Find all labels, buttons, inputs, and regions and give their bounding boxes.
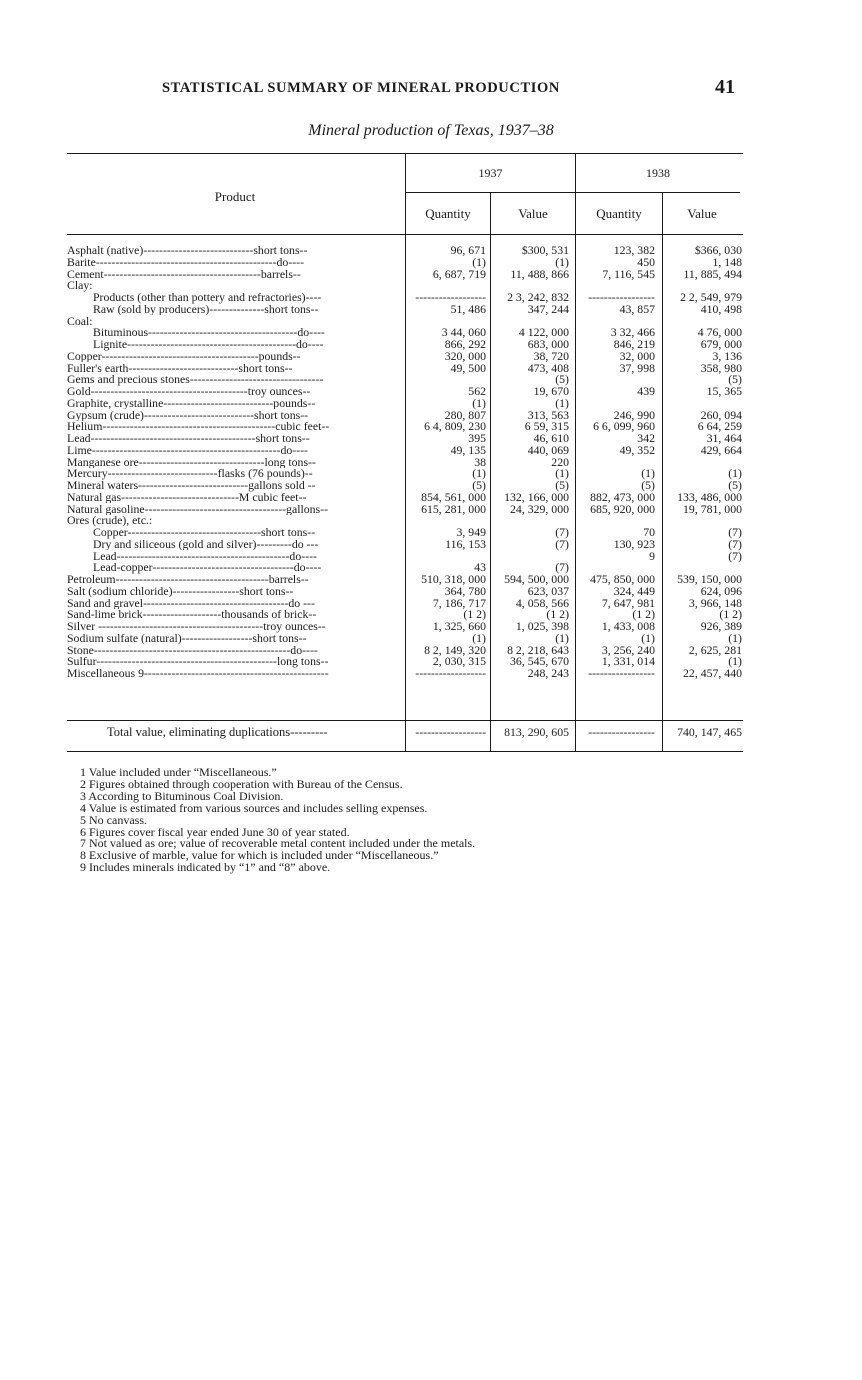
cell-value-1938: 539, 150, 000 (677, 572, 742, 586)
footnote: 2 Figures obtained through cooperation with Bureau of the Census. (80, 776, 403, 791)
cell-value-1937: 248, 243 (527, 666, 569, 680)
cell-quantity-1937: 510, 318, 000 (421, 572, 486, 586)
cell-value-1938: (1 2) (719, 607, 742, 622)
cell-quantity-1938: 475, 850, 000 (590, 572, 655, 586)
cell-quantity-1938: 882, 473, 000 (590, 489, 655, 504)
cell-quantity-1937: 364, 780 (444, 583, 486, 598)
row-label: Lime------------------------------------------------do---- (67, 444, 308, 457)
cell-value-1937: 473, 408 (527, 360, 569, 375)
year-rule-1938 (576, 192, 740, 193)
cell-value-1938: 3, 136 (712, 348, 742, 363)
row-label: Sand and gravel-------------------------------------do --- (67, 597, 315, 609)
cell-quantity-1937: 854, 561, 000 (421, 489, 486, 504)
footnote: 5 No canvass. (80, 812, 147, 827)
row-label: Salt (sodium chloride)-----------------short tons-- (67, 585, 294, 598)
cell-value-1938: 429, 664 (700, 442, 742, 457)
cell-quantity-1938: 43, 857 (619, 301, 655, 316)
cell-quantity-1938: 1, 331, 014 (601, 654, 655, 669)
cell-value-1937: (1 2) (546, 607, 569, 622)
row-label: Copper----------------------------------short tons-- (93, 527, 316, 539)
row-label: Gems and precious stones---------------------------------- (67, 374, 324, 386)
cell-quantity-1938: 3, 256, 240 (601, 642, 655, 657)
cell-quantity-1938: 685, 920, 000 (590, 501, 655, 516)
cell-quantity-1937: 51, 486 (450, 301, 486, 316)
footnote: 3 According to Bituminous Coal Division. (80, 788, 284, 803)
cell-value-1937: 683, 000 (527, 337, 569, 351)
cell-quantity-1937: 2, 030, 315 (432, 654, 486, 669)
row-label: Ores (crude), etc.: (67, 515, 153, 527)
cell-quantity-1938: 246, 990 (613, 407, 655, 422)
cell-quantity-1937: 49, 135 (450, 442, 486, 457)
cell-quantity-1938: 1, 433, 008 (601, 619, 655, 633)
cell-value-1937: 11, 488, 866 (510, 266, 569, 281)
cell-value-1937: 4, 058, 566 (515, 595, 569, 610)
cell-quantity-1937: (1) (472, 254, 486, 269)
footnote: 7 Not valued as ore; value of recoverable metal content included under the metals. (80, 836, 476, 851)
cell-value-1937: 8 2, 218, 643 (507, 642, 569, 657)
cell-value-1938: (5) (728, 478, 742, 492)
cell-value-1937: 24, 329, 000 (510, 501, 569, 516)
cell-quantity-1938: 324, 449 (613, 583, 655, 598)
cell-quantity-1937: 280, 807 (444, 407, 486, 422)
cell-quantity-1938: 123, 382 (613, 243, 655, 257)
cell-quantity-1938: ----------------- (588, 290, 655, 304)
row-label: Mercury----------------------------flasks (76 pounds)-- (67, 468, 313, 480)
row-label: Sodium sulfate (natural)------------------short tons-- (67, 632, 307, 645)
cell-quantity-1938: (1) (641, 466, 655, 481)
table-row (67, 266, 743, 281)
footnote: 6 Figures cover fiscal year ended June 30 of year stated. (80, 824, 350, 839)
cell-value-1937: 313, 563 (527, 407, 569, 422)
cell-quantity-1938: (1) (641, 630, 655, 645)
cell-value-1937: (1) (555, 630, 569, 645)
cell-value-1937: 347, 244 (527, 301, 569, 316)
cell-quantity-1937: 3 44, 060 (441, 325, 486, 340)
cell-value-1938: 22, 457, 440 (683, 666, 742, 680)
table-row (67, 536, 743, 551)
cell-quantity-1938: 7, 647, 981 (601, 595, 655, 610)
row-label: Lead------------------------------------------short tons-- (67, 433, 310, 445)
cell-quantity-1938: 130, 923 (613, 536, 655, 551)
row-label: Coal: (67, 315, 93, 327)
row-label: Petroleum---------------------------------------barrels-- (67, 574, 309, 586)
cell-quantity-1937: 320, 000 (444, 348, 486, 363)
row-label: Natural gasoline------------------------------------gallons-- (67, 503, 328, 515)
cell-value-1938: 679, 000 (700, 337, 742, 351)
column-header-value-1938: Value (687, 206, 717, 221)
cell-value-1937: 46, 610 (533, 431, 569, 445)
cell-quantity-1938: 70 (643, 525, 655, 539)
row-label: Lignite-------------------------------------------do---- (93, 339, 324, 351)
cell-value-1937: 19, 670 (533, 384, 569, 398)
cell-value-1938: 410, 498 (700, 301, 742, 316)
cell-value-1938: (7) (728, 548, 742, 563)
column-header-product: Product (214, 189, 256, 204)
table-title: Mineral production of Texas, 1937–38 (308, 122, 554, 139)
cell-value-1937: $300, 531 (521, 243, 569, 257)
column-header-quantity-1937: Quantity (425, 206, 471, 221)
cell-quantity-1937: ------------------ (415, 666, 486, 680)
row-label: Helium--------------------------------------------cubic feet-- (67, 421, 330, 433)
cell-value-1938: 3, 966, 148 (688, 595, 742, 610)
cell-quantity-1938: 37, 998 (619, 360, 655, 375)
cell-quantity-1937: (5) (472, 478, 486, 492)
row-label: Bituminous--------------------------------------do---- (93, 327, 325, 339)
row-label: Graphite, crystalline----------------------------pounds-- (67, 397, 316, 410)
cell-quantity-1937: (1) (472, 466, 486, 481)
cell-quantity-1938: 49, 352 (619, 442, 655, 457)
cell-value-1938: 6 64, 259 (697, 419, 742, 434)
cell-value-1937: (1) (555, 395, 569, 410)
cell-value-1938: (7) (728, 536, 742, 551)
footnote: 9 Includes minerals indicated by “1” and “8” above. (80, 860, 331, 875)
running-head: STATISTICAL SUMMARY OF MINERAL PRODUCTION (162, 80, 560, 96)
footnote: 4 Value is estimated from various sources and includes selling expenses. (80, 800, 428, 815)
cell-value-1938: (1) (728, 630, 742, 645)
cell-quantity-1937: (1 2) (463, 607, 486, 622)
cell-quantity-1938: 32, 000 (619, 348, 655, 363)
cell-quantity-1937: 8 2, 149, 320 (424, 642, 486, 657)
cell-value-1937: 38, 720 (533, 348, 569, 363)
cell-quantity-1938: 6 6, 099, 960 (593, 419, 655, 434)
cell-value-1938: 31, 464 (706, 431, 742, 445)
row-label: Copper----------------------------------------pounds-- (67, 350, 301, 363)
column-header-year-1938: 1938 (646, 166, 670, 180)
row-label: Sulfur----------------------------------------------long tons-- (67, 656, 329, 668)
cell-quantity-1938: 846, 219 (613, 337, 655, 351)
table-row (67, 548, 743, 563)
cell-quantity-1938: ----------------- (588, 666, 655, 680)
cell-quantity-1938: 439 (637, 384, 655, 398)
cell-value-1937: 6 59, 315 (524, 419, 569, 434)
column-header-quantity-1938: Quantity (596, 206, 642, 221)
footnote: 1 Value included under “Miscellaneous.” (80, 765, 277, 779)
page-number: 41 (715, 76, 735, 98)
cell-value-1937: 36, 545, 670 (510, 654, 569, 669)
cell-value-1937: (5) (555, 478, 569, 492)
cell-quantity-1938: 450 (637, 254, 655, 269)
row-label: Dry and siliceous (gold and silver)---------do --- (93, 538, 319, 551)
cell-value-1937: 440, 069 (527, 442, 569, 457)
row-label: Raw (sold by producers)--------------short tons-- (93, 303, 319, 316)
row-label: Stone--------------------------------------------------do---- (67, 644, 318, 656)
cell-value-1937: (7) (555, 536, 569, 551)
total-row (67, 727, 743, 739)
cell-value-1938: 260, 094 (700, 407, 742, 422)
cell-quantity-1938: 342 (637, 431, 655, 445)
cell-value-1938: 358, 980 (700, 360, 742, 375)
cell-value-1938: $366, 030 (694, 243, 742, 257)
cell-quantity-1937: 49, 500 (450, 360, 486, 375)
cell-quantity-1937: 3, 949 (456, 525, 486, 539)
cell-value-1937: (7) (555, 560, 569, 575)
table-row (67, 386, 743, 398)
cell-value-1938: 2, 625, 281 (688, 642, 742, 657)
total-quantity-1938: ----------------- (588, 725, 655, 739)
cell-value-1937: (5) (555, 372, 569, 387)
cell-quantity-1937: 96, 671 (450, 243, 486, 257)
cell-value-1937: 4 122, 000 (518, 325, 569, 340)
column-header-value-1937: Value (518, 206, 548, 221)
cell-quantity-1937: 395 (468, 431, 486, 445)
row-label: Gypsum (crude)----------------------------short tons-- (67, 409, 309, 421)
total-quantity-1937: ------------------ (415, 725, 486, 739)
row-label: Cement----------------------------------------barrels-- (67, 268, 301, 280)
cell-quantity-1938: 9 (649, 548, 655, 563)
cell-value-1937: 594, 500, 000 (504, 572, 569, 586)
row-label: Lead--------------------------------------------do---- (93, 550, 317, 562)
row-label: Gold----------------------------------------troy ounces-- (67, 386, 311, 398)
cell-quantity-1937: 116, 153 (445, 536, 486, 551)
cell-value-1937: (1) (555, 466, 569, 481)
row-label: Barite----------------------------------------------do---- (67, 256, 305, 269)
cell-quantity-1937: 1, 325, 660 (432, 619, 486, 633)
table-row (67, 668, 743, 680)
cell-quantity-1937: 6, 687, 719 (432, 266, 486, 281)
cell-value-1937: (7) (555, 525, 569, 539)
total-label: Total value, eliminating duplications--------- (107, 727, 328, 739)
cell-value-1938: 133, 486, 000 (677, 489, 742, 504)
cell-quantity-1938: 7, 116, 545 (602, 266, 655, 281)
cell-value-1938: 15, 365 (706, 384, 742, 398)
cell-quantity-1937: 43 (474, 560, 486, 575)
cell-value-1937: 132, 166, 000 (504, 489, 569, 504)
cell-value-1938: 4 76, 000 (697, 325, 742, 340)
row-label: Lead-copper------------------------------------do---- (93, 562, 322, 574)
row-label: Sand-lime brick--------------------thousands of brick-- (67, 609, 317, 621)
row-label: Silver ------------------------------------------troy ounces-- (67, 621, 326, 633)
cell-value-1938: (1) (728, 466, 742, 481)
cell-value-1938: (1) (728, 654, 742, 669)
cell-value-1938: 926, 389 (700, 619, 742, 633)
cell-quantity-1937: 615, 281, 000 (421, 501, 486, 516)
table-row (67, 360, 743, 375)
cell-quantity-1937: ------------------ (415, 290, 486, 304)
cell-value-1938: 2 2, 549, 979 (680, 290, 742, 304)
row-label: Products (other than pottery and refractories)---- (93, 292, 322, 304)
cell-quantity-1937: 38 (474, 454, 486, 469)
cell-value-1937: 623, 037 (527, 583, 569, 598)
cell-quantity-1937: (1) (472, 395, 486, 410)
cell-quantity-1937: (1) (472, 630, 486, 645)
cell-value-1938: (5) (728, 372, 742, 387)
cell-value-1938: 11, 885, 494 (683, 266, 742, 281)
cell-value-1938: 1, 148 (712, 254, 742, 269)
table-bottom-rule (67, 751, 743, 752)
table-row (67, 301, 743, 316)
cell-value-1938: 19, 781, 000 (683, 501, 742, 516)
row-label: Clay: (67, 280, 93, 292)
cell-quantity-1937: 562 (468, 384, 486, 398)
table-row (67, 515, 743, 527)
cell-value-1937: (1) (555, 254, 569, 269)
footnote: 8 Exclusive of marble, value for which is included under “Miscellaneous.” (80, 848, 439, 863)
column-header-year-1937: 1937 (478, 166, 503, 180)
cell-value-1938: 624, 096 (700, 583, 742, 598)
row-label: Mineral waters----------------------------gallons sold -- (67, 480, 316, 492)
row-label: Miscellaneous 9----------------------------------------------- (67, 668, 329, 680)
cell-quantity-1938: (5) (641, 478, 655, 492)
cell-quantity-1938: (1 2) (632, 607, 655, 622)
row-label: Fuller's earth----------------------------short tons-- (67, 362, 293, 374)
cell-value-1937: 1, 025, 398 (515, 619, 569, 633)
cell-quantity-1937: 866, 292 (444, 337, 486, 351)
cell-quantity-1937: 7, 186, 717 (432, 595, 486, 610)
cell-value-1938: (7) (728, 525, 742, 539)
table-row (67, 442, 743, 457)
total-value-1937: 813, 290, 605 (504, 725, 569, 739)
row-label: Asphalt (native)----------------------------short tons-- (67, 245, 308, 257)
cell-quantity-1937: 6 4, 809, 230 (424, 419, 486, 434)
table-row (67, 501, 743, 516)
cell-value-1937: 220 (551, 454, 569, 469)
cell-quantity-1938: 3 32, 466 (610, 325, 655, 340)
cell-value-1937: 2 3, 242, 832 (507, 290, 569, 304)
total-value-1938: 740, 147, 465 (677, 725, 742, 739)
row-label: Manganese ore--------------------------------long tons-- (67, 456, 316, 468)
row-label: Natural gas------------------------------M cubic feet-- (67, 491, 307, 504)
